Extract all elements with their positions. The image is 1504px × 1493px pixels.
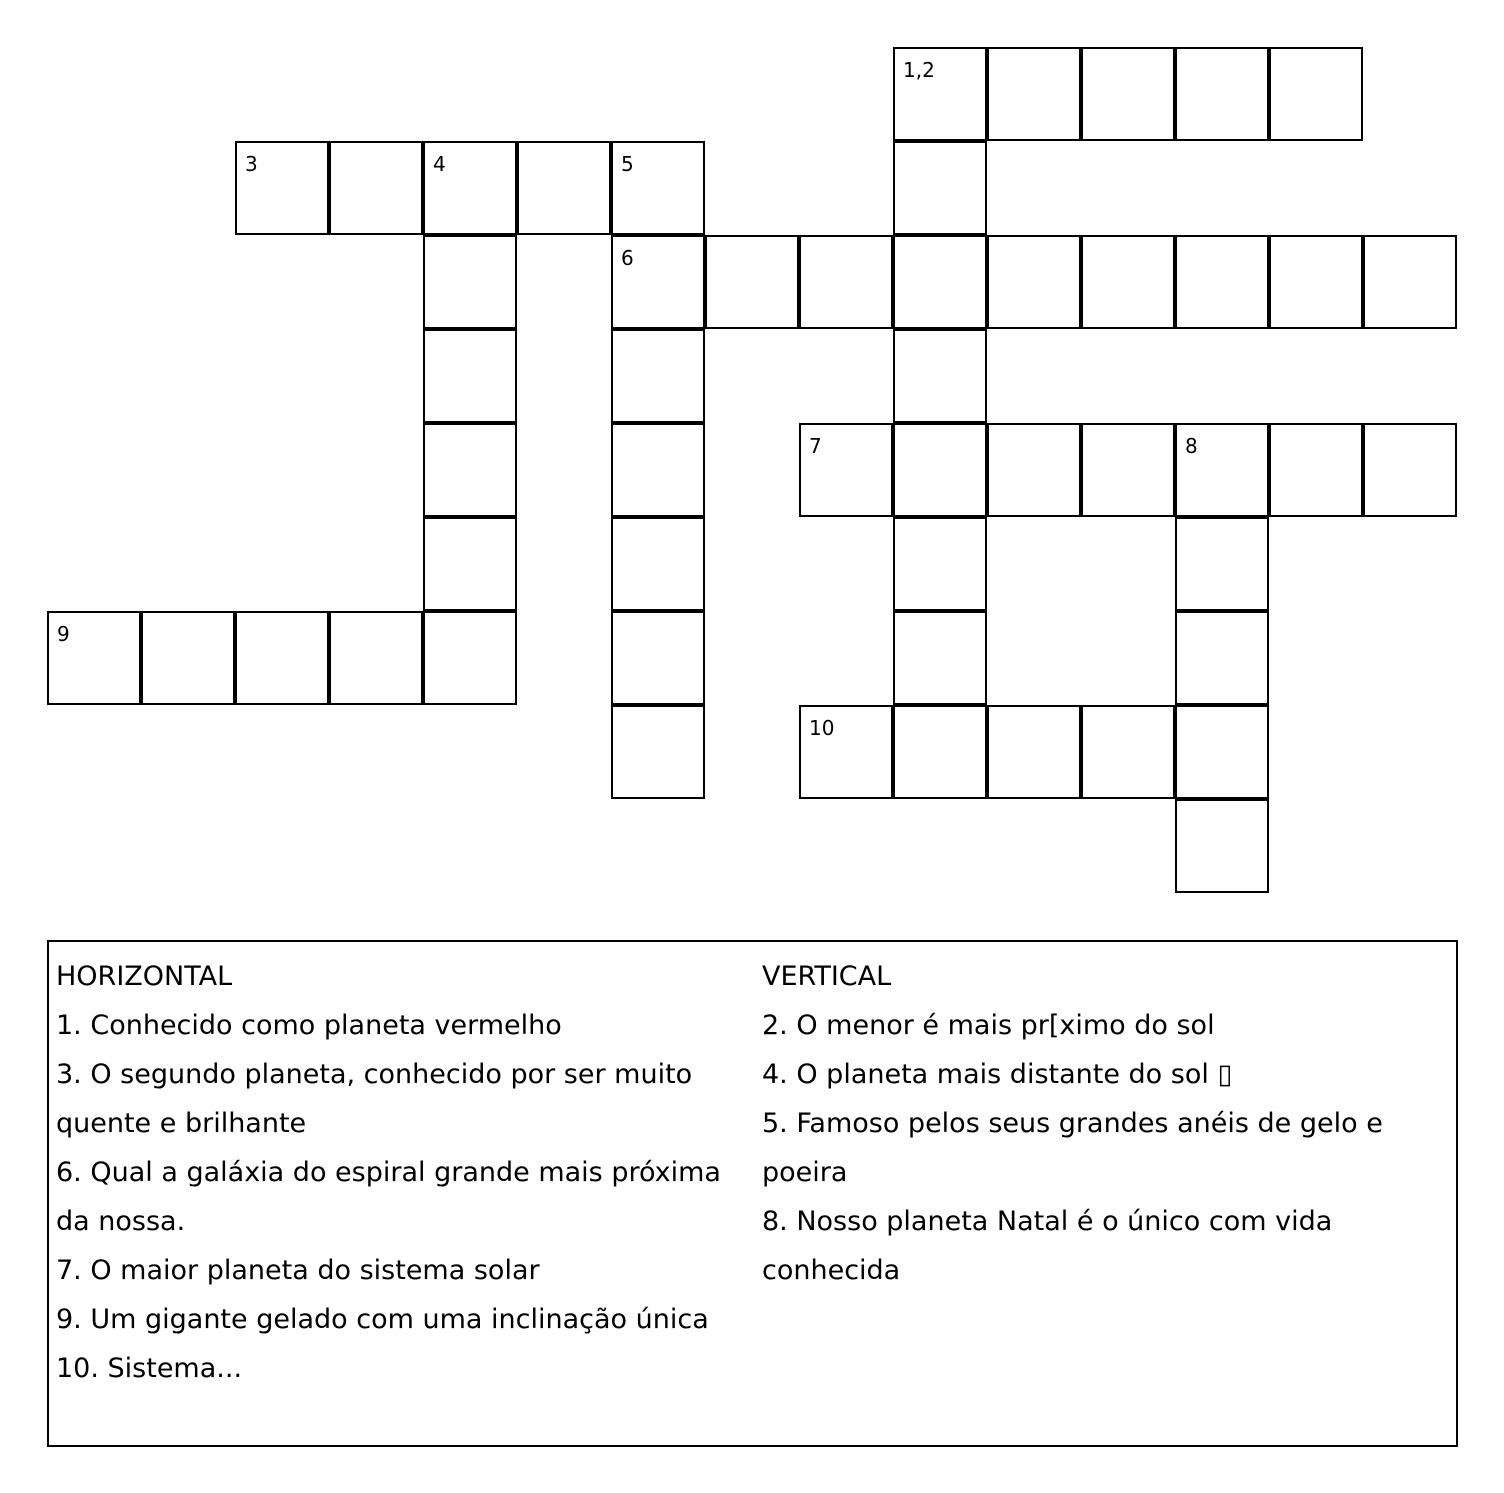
clue-number: 7	[809, 434, 822, 458]
crossword-cell[interactable]	[423, 517, 517, 611]
vertical-heading: VERTICAL	[762, 961, 892, 992]
crossword-cell[interactable]	[799, 235, 893, 329]
crossword-cell[interactable]	[1175, 423, 1269, 517]
crossword-cell[interactable]	[1269, 47, 1363, 141]
clue-across-1: 1. Conhecido como planeta vermelho	[56, 1010, 562, 1041]
clue-number: 9	[57, 622, 70, 646]
clues-box	[47, 940, 1458, 1447]
crossword-cell[interactable]	[987, 423, 1081, 517]
crossword-cell[interactable]	[893, 329, 987, 423]
crossword-cell[interactable]	[893, 423, 987, 517]
clue-across-3: 3. O segundo planeta, conhecido por ser muito quente e brilhante	[56, 1059, 693, 1139]
crossword-cell[interactable]	[893, 517, 987, 611]
crossword-cell[interactable]	[423, 329, 517, 423]
crossword-cell[interactable]	[611, 423, 705, 517]
crossword-cell[interactable]	[329, 611, 423, 705]
crossword-cell[interactable]	[987, 235, 1081, 329]
crossword-cell[interactable]	[1175, 517, 1269, 611]
crossword-cell[interactable]	[1363, 235, 1457, 329]
horizontal-clues	[56, 952, 736, 1393]
crossword-cell[interactable]	[1081, 235, 1175, 329]
crossword-cell[interactable]	[893, 47, 987, 141]
crossword-cell[interactable]	[235, 611, 329, 705]
clue-across-9: 9. Um gigante gelado com uma inclinação única	[56, 1304, 709, 1335]
crossword-cell[interactable]	[1175, 47, 1269, 141]
clue-down-5: 5. Famoso pelos seus grandes anéis de gelo e poeira	[762, 1108, 1383, 1188]
crossword-cell[interactable]	[47, 611, 141, 705]
clue-number: 3	[245, 152, 258, 176]
crossword-cell[interactable]	[1175, 235, 1269, 329]
crossword-cell[interactable]	[1081, 705, 1175, 799]
crossword-cell[interactable]	[1363, 423, 1457, 517]
vertical-clues	[762, 952, 1392, 1295]
clue-across-7: 7. O maior planeta do sistema solar	[56, 1255, 540, 1286]
crossword-cell[interactable]	[141, 611, 235, 705]
clue-number: 1,2	[903, 58, 935, 82]
crossword-cell[interactable]	[987, 47, 1081, 141]
crossword-cell[interactable]	[1175, 799, 1269, 893]
crossword-cell[interactable]	[799, 705, 893, 799]
crossword-cell[interactable]	[1081, 423, 1175, 517]
crossword-cell[interactable]	[423, 141, 517, 235]
clue-number: 5	[621, 152, 634, 176]
crossword-cell[interactable]	[423, 235, 517, 329]
crossword-cell[interactable]	[1175, 611, 1269, 705]
crossword-cell[interactable]	[611, 517, 705, 611]
crossword-cell[interactable]	[1175, 705, 1269, 799]
clue-number: 4	[433, 152, 446, 176]
crossword-cell[interactable]	[987, 705, 1081, 799]
crossword-cell[interactable]	[705, 235, 799, 329]
clue-across-10: 10. Sistema...	[56, 1353, 243, 1384]
crossword-cell[interactable]	[1081, 47, 1175, 141]
crossword-cell[interactable]	[1269, 235, 1363, 329]
clue-number: 10	[809, 716, 835, 740]
clue-down-4: 4. O planeta mais distante do sol ▯	[762, 1059, 1233, 1090]
crossword-cell[interactable]	[517, 141, 611, 235]
horizontal-heading: HORIZONTAL	[56, 961, 233, 992]
crossword-cell[interactable]	[1269, 423, 1363, 517]
crossword-cell[interactable]	[423, 611, 517, 705]
clue-across-6: 6. Qual a galáxia do espiral grande mais próxima da nossa.	[56, 1157, 721, 1237]
crossword-cell[interactable]	[893, 705, 987, 799]
crossword-cell[interactable]	[611, 329, 705, 423]
crossword-cell[interactable]	[423, 423, 517, 517]
crossword-cell[interactable]	[799, 423, 893, 517]
clue-number: 6	[621, 246, 634, 270]
crossword-cell[interactable]	[893, 235, 987, 329]
clue-number: 8	[1185, 434, 1198, 458]
crossword-cell[interactable]	[893, 611, 987, 705]
clue-down-8: 8. Nosso planeta Natal é o único com vida conhecida	[762, 1206, 1333, 1286]
crossword-cell[interactable]	[329, 141, 423, 235]
crossword-cell[interactable]	[611, 611, 705, 705]
crossword-cell[interactable]	[611, 141, 705, 235]
crossword-cell[interactable]	[611, 235, 705, 329]
crossword-cell[interactable]	[611, 705, 705, 799]
clue-down-2: 2. O menor é mais pr[ximo do sol	[762, 1010, 1215, 1041]
crossword-cell[interactable]	[235, 141, 329, 235]
crossword-cell[interactable]	[893, 141, 987, 235]
